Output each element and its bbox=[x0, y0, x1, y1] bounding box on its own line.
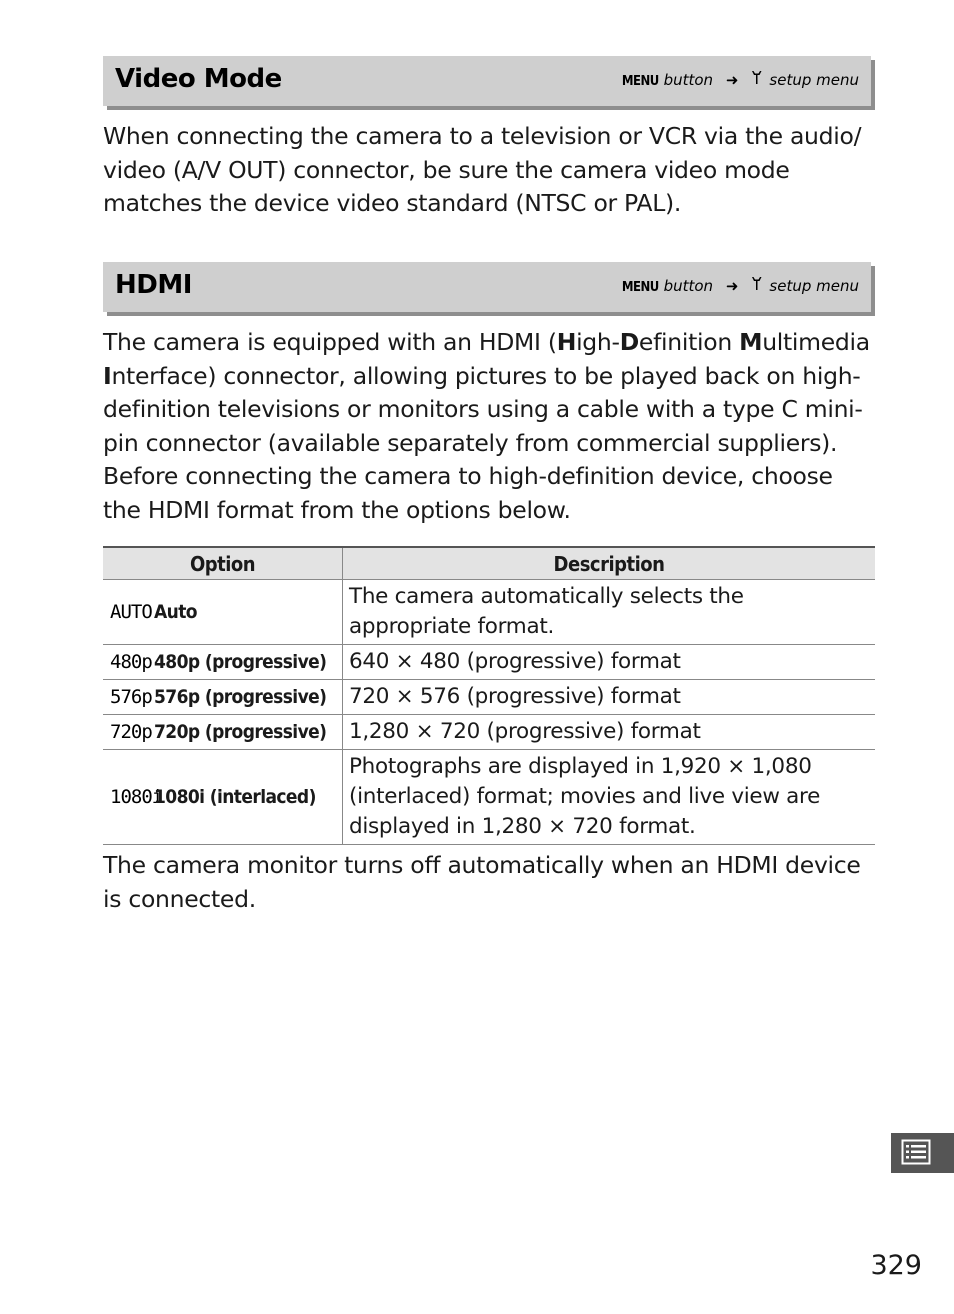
576p-icon: 576p bbox=[110, 686, 152, 708]
section-header-video-mode bbox=[103, 56, 871, 106]
table-row bbox=[103, 680, 875, 715]
480p-icon: 480p bbox=[110, 651, 152, 673]
description-cell: 640 × 480 (progressive) format bbox=[343, 645, 876, 680]
acronym-letter-h: H bbox=[556, 328, 577, 356]
arrow-right-icon: ➜ bbox=[725, 71, 739, 89]
text-run: The camera is equipped with an HDMI ( bbox=[103, 328, 557, 356]
arrow-right-icon: ➜ bbox=[725, 277, 739, 295]
wrench-icon bbox=[751, 71, 767, 89]
hdmi-options-table bbox=[103, 546, 875, 845]
column-header-description: Description bbox=[343, 547, 876, 580]
menu-key-label: MENU bbox=[621, 74, 659, 89]
side-tab-menu-guide bbox=[891, 1133, 954, 1173]
menu-button-word: button bbox=[663, 71, 714, 89]
table-row bbox=[103, 580, 875, 645]
option-cell bbox=[103, 750, 343, 845]
text-run: ultimedia bbox=[762, 328, 870, 356]
setup-menu-label: setup menu bbox=[769, 277, 859, 295]
text-run: efinition bbox=[638, 328, 740, 356]
menu-key-label: MENU bbox=[621, 280, 659, 295]
1080i-icon: 1080i bbox=[110, 786, 163, 808]
menu-breadcrumb bbox=[622, 70, 859, 89]
table-header-row bbox=[103, 547, 875, 580]
wrench-icon bbox=[751, 277, 767, 295]
text-run: igh- bbox=[576, 328, 620, 356]
option-label: 576p (progressive) bbox=[154, 686, 327, 708]
table-row bbox=[103, 715, 875, 750]
table-row bbox=[103, 750, 875, 845]
description-cell: Photographs are displayed in 1,920 × 1,080 (interlaced) format; movies and live view are displayed in 1,280 × 720 format. bbox=[343, 750, 876, 845]
option-cell bbox=[103, 715, 343, 750]
acronym-letter-m: M bbox=[739, 328, 763, 356]
table-row bbox=[103, 645, 875, 680]
description-cell: 1,280 × 720 (progressive) format bbox=[343, 715, 876, 750]
description-cell: 720 × 576 (progressive) format bbox=[343, 680, 876, 715]
hdmi-footer-note: The camera monitor turns off automatically when an HDMI device is connected. bbox=[103, 851, 861, 913]
auto-icon: AUTO bbox=[110, 601, 152, 623]
acronym-letter-i: I bbox=[103, 361, 112, 390]
option-label: 480p (progressive) bbox=[154, 651, 327, 673]
option-cell bbox=[103, 680, 343, 715]
column-header-option: Option bbox=[103, 547, 343, 580]
section-title: Video Mode bbox=[115, 64, 282, 94]
page-number: 329 bbox=[870, 1250, 922, 1281]
option-cell bbox=[103, 580, 343, 645]
menu-list-icon bbox=[901, 1139, 931, 1165]
menu-button-word: button bbox=[663, 277, 714, 295]
menu-breadcrumb bbox=[622, 276, 859, 295]
description-cell: The camera automatically selects the appropriate format. bbox=[343, 580, 876, 645]
setup-menu-label: setup menu bbox=[769, 71, 859, 89]
option-label: Auto bbox=[154, 601, 197, 623]
video-mode-description: When connecting the camera to a television or VCR via the audio/ video (A/V OUT) connector, be sure the camera video mode matches the device video standard (NTSC or PAL). bbox=[103, 122, 862, 218]
section-title: HDMI bbox=[115, 270, 192, 300]
option-cell bbox=[103, 645, 343, 680]
text-run: nterface) connector, allowing pictures to be played back on high-definition televisions or monitors using a cable with a type C mini-pin connector (available separately from commercial suppliers). Before connecting the camera to high-definition device, choose the HDMI format from the options below. bbox=[103, 361, 863, 524]
option-label: 1080i (interlaced) bbox=[154, 786, 316, 808]
section-header-hdmi bbox=[103, 262, 871, 312]
option-label: 720p (progressive) bbox=[154, 721, 327, 743]
acronym-letter-d: D bbox=[619, 328, 639, 356]
720p-icon: 720p bbox=[110, 721, 152, 743]
hdmi-description bbox=[103, 326, 875, 528]
